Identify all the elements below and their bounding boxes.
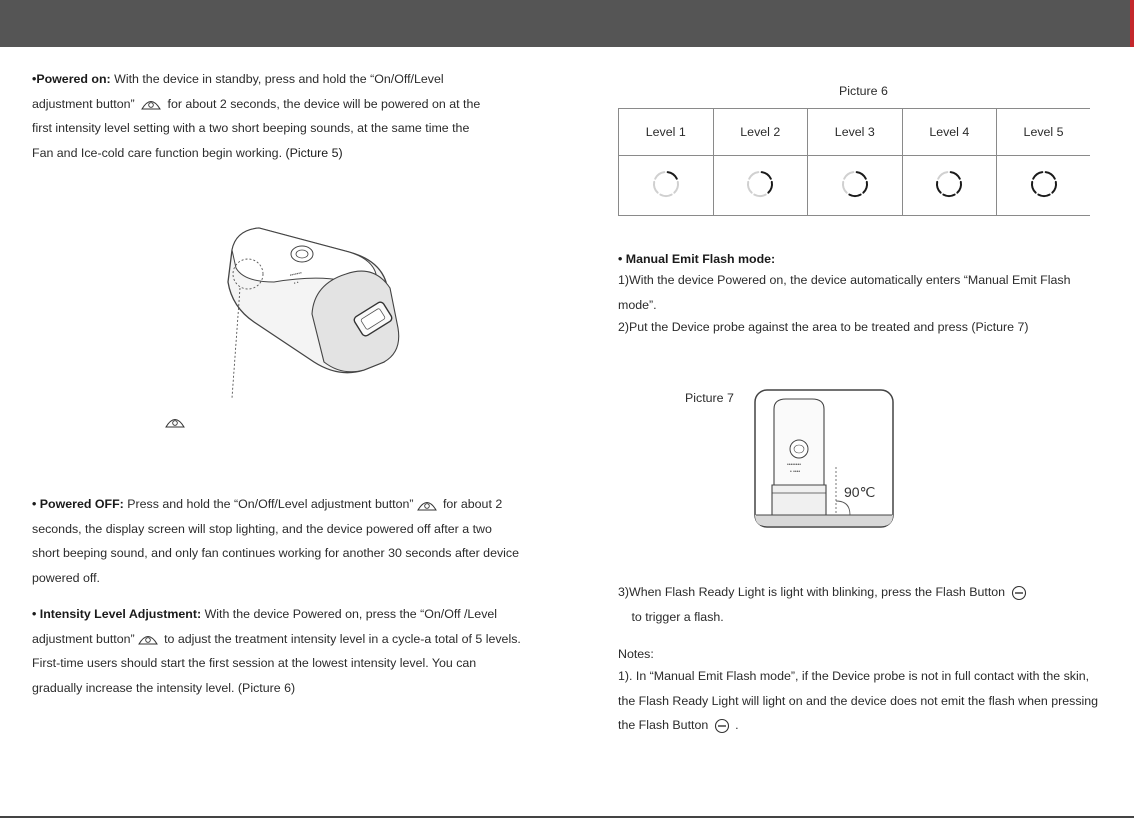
flash-button-icon <box>714 718 730 734</box>
powered-off-paragraph <box>32 492 522 590</box>
level-ring-segment <box>769 182 773 193</box>
level-5-header: Level 5 <box>997 109 1090 156</box>
level-ring-segment <box>667 172 676 179</box>
level-2-indicator-icon <box>743 167 777 201</box>
notes-title: Notes: <box>618 647 654 661</box>
step3-text-1: 3)When Flash Ready Light is light with blinking, press the Flash Button <box>618 585 1009 599</box>
footer-rule <box>0 816 1134 818</box>
level-ring-segment <box>660 195 671 196</box>
powered-on-text-3: . (Picture 5) <box>278 145 343 160</box>
flash-button-icon <box>1011 585 1027 601</box>
powered-off-text-1: Press and hold the “On/Off/Level adjustment button” <box>123 497 414 511</box>
picture-6-caption: Picture 6 <box>839 84 888 98</box>
level-ring-segment <box>944 195 955 196</box>
level-ring-segment <box>1032 182 1036 193</box>
powered-off-text-2: for about 2 seconds, the display screen will stop lighting, and the device powered off after a two short beeping sound, and only fan continues working for another 30 seconds after device powered off. <box>32 497 519 585</box>
intensity-text-1: With the device Powered on, press the “On/Off /Level adjustment button” <box>32 607 498 646</box>
level-ring-segment <box>951 172 960 179</box>
picture-7-illustration <box>754 389 894 529</box>
level-3-indicator-cell <box>808 156 903 216</box>
level-ring-segment <box>1038 195 1049 196</box>
level-4-indicator-icon <box>932 167 966 201</box>
notes-paragraph <box>618 664 1108 738</box>
level-4-header: Level 4 <box>902 109 997 156</box>
level-ring-segment <box>654 182 658 193</box>
power-level-button-icon <box>137 633 159 645</box>
picture-7-caption: Picture 7 <box>685 391 734 405</box>
level-2-header: Level 2 <box>713 109 808 156</box>
svg-text:••••••••: •••••••• <box>787 462 802 468</box>
powered-on-title: •Powered on: <box>32 72 111 86</box>
power-level-button-icon <box>416 499 438 511</box>
manual-flash-step2: 2)Put the Device probe against the area to be treated and press (Picture 7) <box>618 320 1029 334</box>
header-bar <box>0 0 1134 47</box>
powered-on-paragraph <box>32 67 494 165</box>
power-level-button-icon <box>140 98 162 110</box>
level-ring-segment <box>1052 182 1056 193</box>
level-table <box>618 108 1090 216</box>
intensity-paragraph <box>32 602 522 700</box>
level-3-header: Level 3 <box>808 109 903 156</box>
notes-text-1: 1). In “Manual Emit Flash mode”, if the Device probe is not in full contact with the skin, the Flash Ready Light will light on and the device does not emit the flash when pressing the Flash Button <box>618 669 1099 732</box>
notes-text-2: . <box>731 718 739 732</box>
level-2-indicator-cell <box>713 156 808 216</box>
level-1-header: Level 1 <box>619 109 714 156</box>
manual-flash-step1: 1)With the device Powered on, the device automatically enters “Manual Emit Flash mode”. <box>618 273 1071 312</box>
level-ring-segment <box>849 195 860 196</box>
level-ring-segment <box>674 182 678 193</box>
level-ring-segment <box>749 172 758 179</box>
level-3-indicator-icon <box>838 167 872 201</box>
svg-text:• ••••: • •••• <box>790 469 801 475</box>
device-illustration <box>214 212 414 402</box>
level-4-indicator-cell <box>902 156 997 216</box>
level-ring-segment <box>939 172 948 179</box>
step3-paragraph <box>618 580 1098 629</box>
level-5-indicator-cell <box>997 156 1090 216</box>
level-ring-segment <box>958 182 962 193</box>
level-ring-segment <box>762 172 771 179</box>
intensity-text-2: to adjust the treatment intensity level in a cycle-a total of 5 levels. First-time users should start the first session at the lowest intensity level. You can gradually increase the intensity level. (Picture 6) <box>32 631 521 695</box>
power-level-button-icon <box>164 416 186 428</box>
level-ring-segment <box>1045 172 1054 179</box>
level-ring-segment <box>843 182 847 193</box>
svg-text:• •: • • <box>293 279 300 287</box>
level-1-indicator-icon <box>649 167 683 201</box>
level-1-indicator-cell <box>619 156 714 216</box>
level-5-indicator-icon <box>1027 167 1061 201</box>
level-ring-segment <box>748 182 752 193</box>
svg-text:•••••••: ••••••• <box>289 270 303 279</box>
powered-on-text-1: With the device in standby, press and hold the “On/Off/Level adjustment button” <box>32 72 444 111</box>
level-ring-segment <box>863 182 867 193</box>
level-ring-segment <box>655 172 664 179</box>
header-accent <box>1130 0 1134 47</box>
angle-label: 90℃ <box>844 484 876 500</box>
manual-flash-title: • Manual Emit Flash mode: <box>618 252 776 266</box>
powered-off-title: • Powered OFF: <box>32 497 124 511</box>
powered-on-text-2: for about 2 seconds, the device will be powered on at the first intensity level setting with a two short beeping sounds, at the same time the Fan and Ice-cold care function begin working <box>32 96 481 160</box>
level-ring-segment <box>844 172 853 179</box>
step3-text-2: to trigger a flash. <box>628 609 724 624</box>
level-ring-segment <box>937 182 941 193</box>
intensity-title: • Intensity Level Adjustment: <box>32 607 202 621</box>
level-ring-segment <box>755 195 766 196</box>
level-ring-segment <box>856 172 865 179</box>
level-ring-segment <box>1033 172 1042 179</box>
